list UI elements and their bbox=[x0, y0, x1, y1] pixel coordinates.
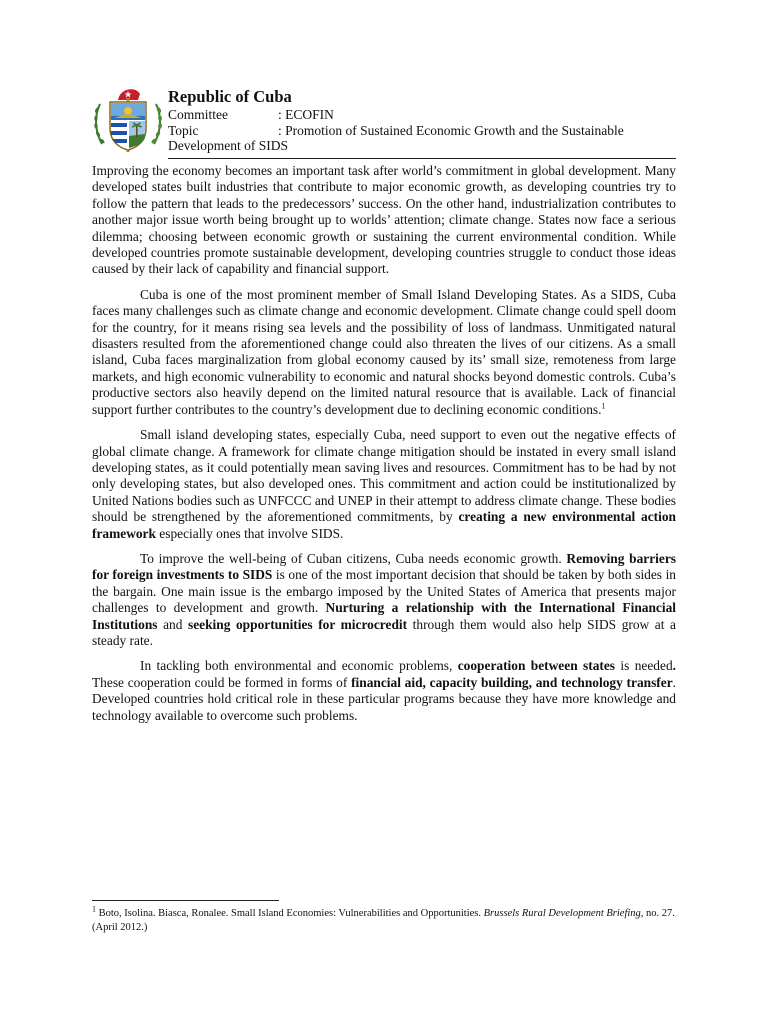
paragraph-3-bold: creating a new environmental action framework bbox=[92, 509, 676, 541]
footnote-text-a: Boto, Isolina. Biasca, Ronalee. Small Island Economies: Vulnerabilities and Opportunities. bbox=[96, 908, 484, 919]
paragraph-5-text-a: In tackling both environmental and economic problems, bbox=[140, 658, 458, 674]
paragraph-5 bbox=[92, 658, 676, 724]
footnote-number: 1 bbox=[92, 904, 96, 914]
paragraph-2 bbox=[92, 287, 676, 418]
committee-value: : ECOFIN bbox=[278, 107, 334, 122]
paragraph-5-text-g: . Developed countries hold critical role in these particular programs because they have more knowledge and technology available to overcome such problems. bbox=[92, 674, 677, 723]
paragraph-4 bbox=[92, 551, 676, 649]
footnote-journal: Brussels Rural Development Briefing, bbox=[483, 908, 644, 919]
topic-label: Topic bbox=[168, 122, 199, 138]
header-rule bbox=[168, 158, 676, 159]
committee-label: Committee bbox=[168, 107, 228, 122]
paragraph-5-bold-period: . bbox=[672, 658, 676, 674]
paragraph-1-text: Improving the economy becomes an important task after world’s commitment in global development. Many developed states built industries that contribute to major economic growth, as developing countries try to follow the pattern that leads to the predecessors’ success. On the other hand, industrialization contributes to another major issue worth being brought up to worlds’ attention; climate change. States now face a serious dilemma; choosing between economic growth or sustaining the current environmental condition. While developed countries promote sustainable development, developing countries struggle to conduct those ideas caused by their lack of capability and financial support. bbox=[92, 163, 676, 277]
paragraph-4-bold-1: Removing barriers for foreign investments to SIDS bbox=[92, 550, 676, 583]
topic-row bbox=[168, 123, 676, 139]
committee-row bbox=[168, 107, 676, 123]
paragraph-2-text: Cuba is one of the most prominent member of Small Island Developing States. As a SIDS, Cuba faces many challenges such as climate change and economic development. Climate change could spell doom for the country, for it means rising sea levels and the possibility of loss of landmass. Unmitigated natural disasters resulted from the aforementioned change could also threaten the lives of our citizens. As a small island, Cuba faces marginalization from global economy caused by its’ small size, remoteness from large markets, and high economic vulnerability to economic and natural shocks beyond domestic controls. Cuba’s productive sectors also heavily depend on the limited natural resource that is available. Lack of financial support further contributes to the country’s development due to declining economic conditions. bbox=[92, 286, 676, 417]
paragraph-4-text-a: To improve the well-being of Cuban citizens, Cuba needs economic growth. bbox=[140, 550, 567, 566]
paragraph-4-text-e: and bbox=[157, 616, 188, 632]
paragraph-5-bold-1: cooperation between states bbox=[457, 658, 616, 674]
footnote-ref: 1 bbox=[601, 401, 606, 411]
topic-continuation: Development of SIDS bbox=[168, 138, 288, 153]
document-header bbox=[92, 80, 676, 160]
country-title: Republic of Cuba bbox=[168, 87, 292, 106]
paragraph-4-bold-3: seeking opportunities for microcredit bbox=[188, 616, 408, 632]
cuba-coat-of-arms-icon bbox=[92, 84, 164, 156]
paragraph-4-text-c: is one of the most important decision that should be taken by both sides in the bargain. One main issue is the embargo imposed by the United States of America that presents major challenges to development and growth. bbox=[92, 567, 676, 616]
paragraph-5-text-e: These cooperation could be formed in forms of bbox=[92, 674, 352, 690]
paragraph-3 bbox=[92, 427, 676, 542]
document-body bbox=[92, 163, 676, 733]
footnote-rule bbox=[92, 900, 279, 901]
paragraph-4-text-g: through them would also help SIDS grow at a steady rate. bbox=[92, 616, 676, 648]
paragraph-3-text-c: especially ones that involve SIDS. bbox=[155, 525, 344, 541]
paragraph-3-text-a: Small island developing states, especially Cuba, need support to even out the negative effects of global climate change. A framework for climate change mitigation should be instated in every small island developing states, as it could potentially mean saving lives and resources. Commitment has to be had by not only developing states, but also developed ones. This commitment and action could be institutionalized by United Nations bodies such as UNFCCC and UNEP in their attempt to address climate change. These bodies should be strengthened by the aforementioned commitments, by bbox=[92, 427, 676, 525]
paragraph-5-text-c: is needed bbox=[615, 658, 673, 674]
paragraph-1 bbox=[92, 163, 676, 278]
footnote-text-c: no. 27. (April 2012.) bbox=[92, 908, 675, 933]
paragraph-4-bold-2: Nurturing a relationship with the International Financial Institutions bbox=[92, 600, 676, 632]
topic-value: : Promotion of Sustained Economic Growth and the Sustainable bbox=[278, 122, 624, 138]
header-block bbox=[168, 87, 676, 154]
footnote bbox=[92, 904, 676, 934]
paragraph-5-bold-2: financial aid, capacity building, and technology transfer bbox=[351, 674, 673, 690]
